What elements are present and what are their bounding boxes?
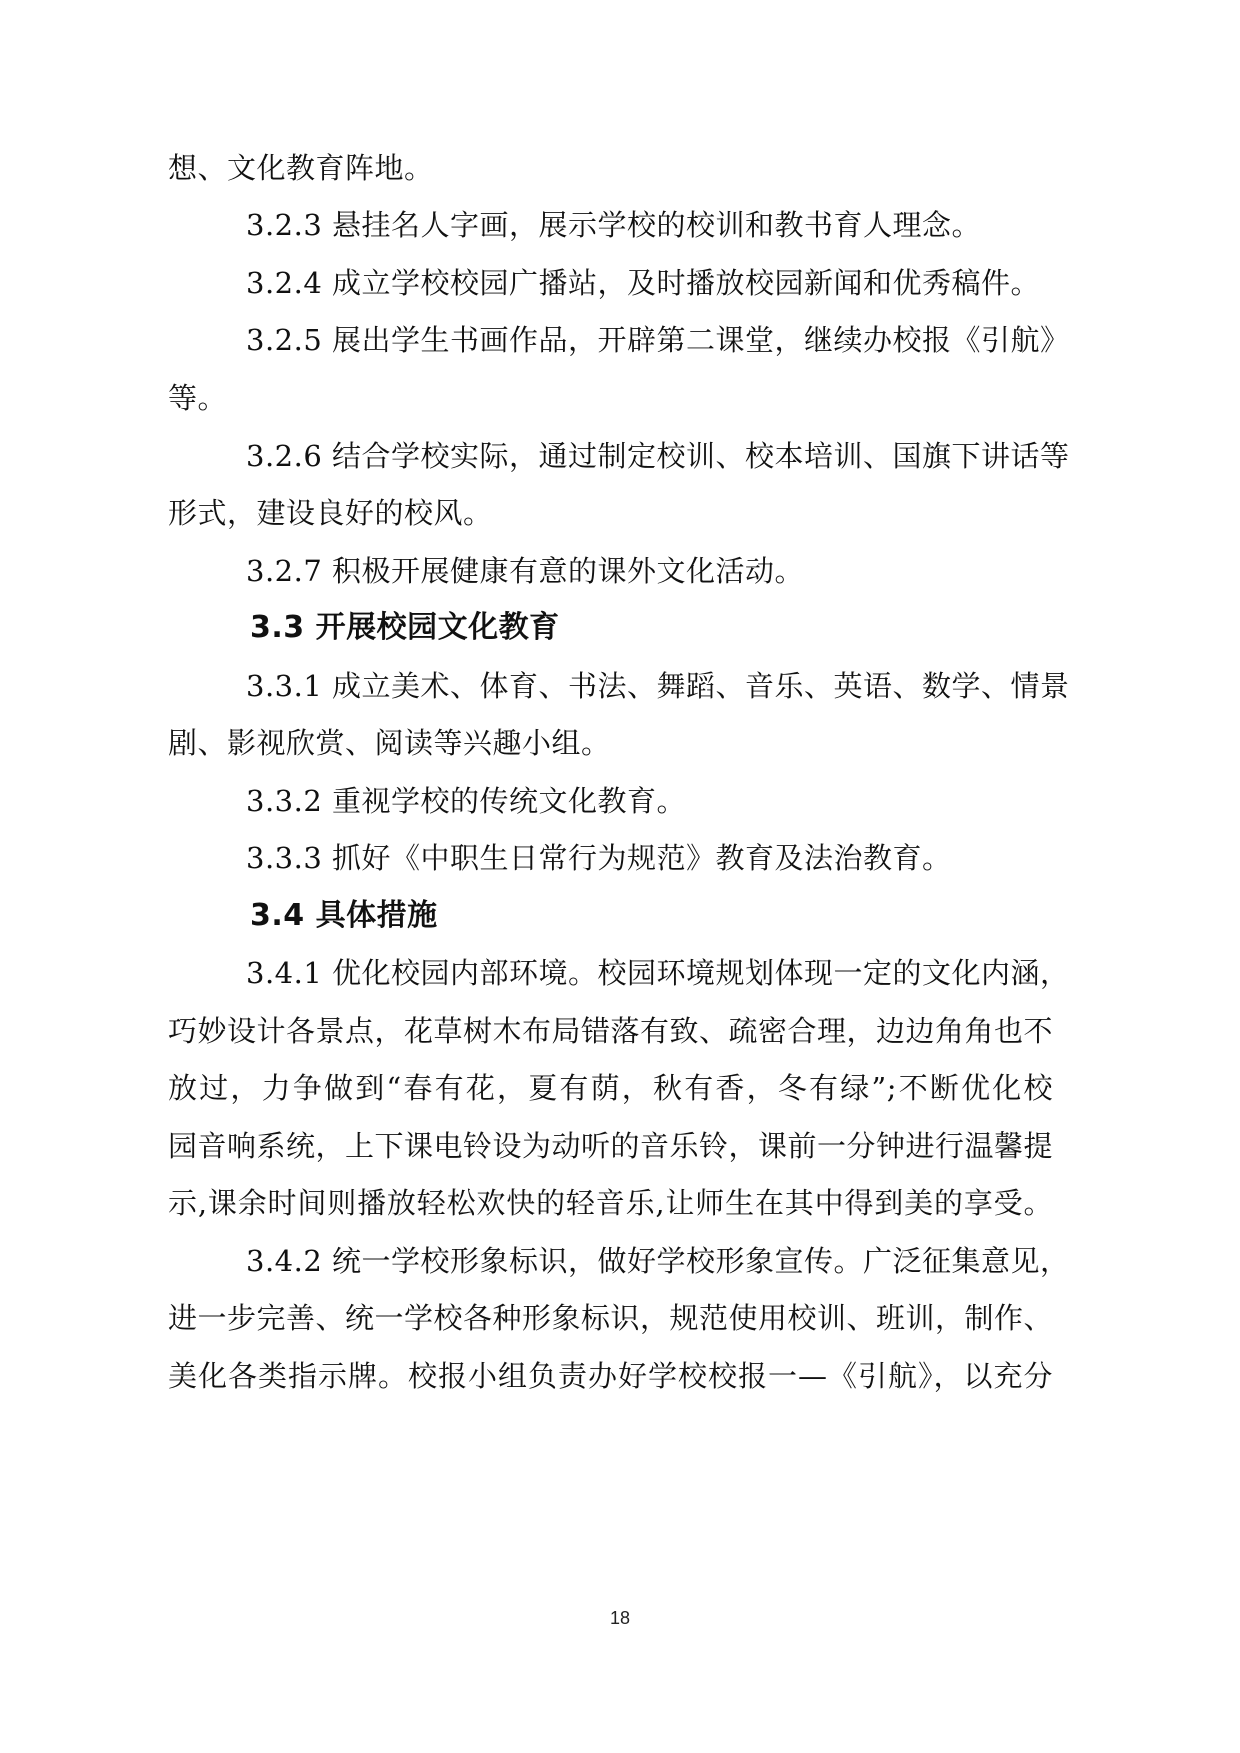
text-line: 美化各类指示牌。校报小组负责办好学校校报一—《引航》，以充分 — [168, 1359, 1053, 1393]
text-line: 3.2.7 积极开展健康有意的课外文化活动。 — [246, 554, 805, 588]
text-line: 放过，力争做到“春有花，夏有荫，秋有香，冬有绿”;不断优化校 — [168, 1071, 1053, 1105]
text-line: 3.2.6 结合学校实际，通过制定校训、校本培训、国旗下讲话等 — [246, 439, 1070, 473]
text-line: 进一步完善、统一学校各种形象标识，规范使用校训、班训，制作、 — [168, 1301, 1054, 1335]
text-line: 3.3.1 成立美术、体育、书法、舞蹈、音乐、英语、数学、情景 — [246, 669, 1070, 703]
text-line: 3.2.3 悬挂名人字画，展示学校的校训和教书育人理念。 — [246, 208, 982, 242]
text-line: 园音响系统，上下课电铃设为动听的音乐铃，课前一分钟进行温馨提 — [168, 1129, 1054, 1163]
section-heading: 3.3 开展校园文化教育 — [250, 610, 560, 645]
text-line: 3.4.1 优化校园内部环境。校园环境规划体现一定的文化内涵， — [246, 956, 1070, 990]
text-line: 剧、影视欣赏、阅读等兴趣小组。 — [168, 726, 611, 760]
text-line: 想、文化教育阵地。 — [168, 151, 434, 185]
section-heading: 3.4 具体措施 — [250, 898, 438, 933]
text-line: 3.4.2 统一学校形象标识，做好学校形象宣传。广泛征集意见， — [246, 1244, 1070, 1278]
text-line: 3.3.2 重视学校的传统文化教育。 — [246, 784, 687, 818]
text-line: 3.2.5 展出学生书画作品，开辟第二课堂，继续办校报《引航》 — [246, 323, 1070, 357]
text-line: 等。 — [168, 381, 228, 415]
text-line: 示,课余时间则播放轻松欢快的轻音乐,让师生在其中得到美的享受。 — [168, 1186, 1053, 1220]
text-line: 巧妙设计各景点，花草树木布局错落有致、疏密合理，边边角角也不 — [168, 1014, 1054, 1048]
text-line: 3.2.4 成立学校校园广播站，及时播放校园新闻和优秀稿件。 — [246, 266, 1041, 300]
text-line: 形式，建设良好的校风。 — [168, 496, 493, 530]
page-number: 18 — [609, 1608, 631, 1628]
text-line: 3.3.3 抓好《中职生日常行为规范》教育及法治教育。 — [246, 841, 952, 875]
